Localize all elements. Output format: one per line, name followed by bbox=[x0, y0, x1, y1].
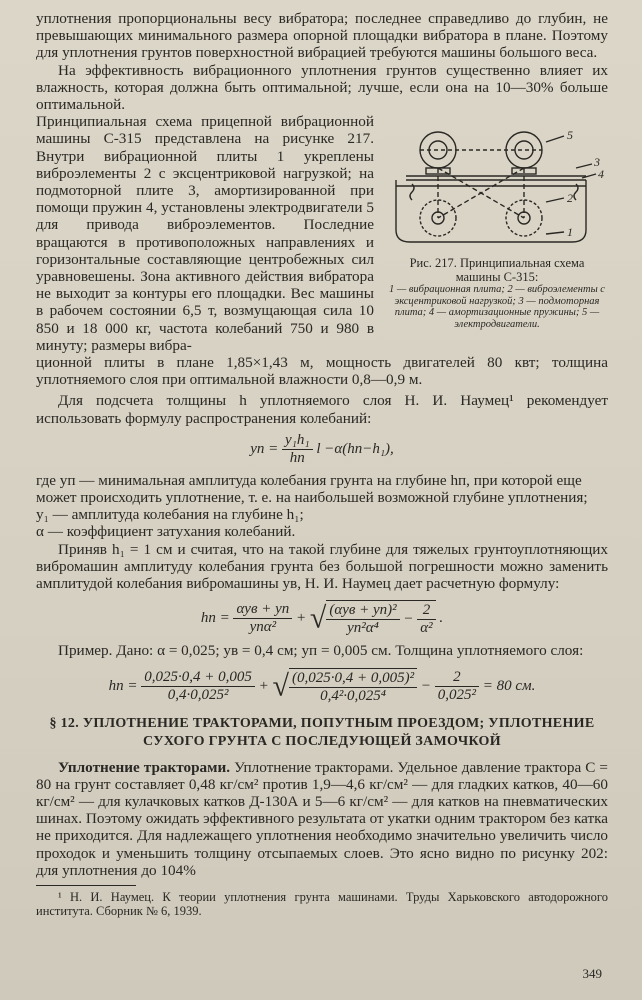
minus-sign: − bbox=[420, 677, 431, 694]
machine-diagram bbox=[386, 122, 608, 250]
label-3: 3 bbox=[594, 155, 600, 169]
denominator: 0,4²·0,025⁴ bbox=[320, 687, 387, 704]
formula-lhs: yп = bbox=[250, 440, 279, 457]
definition: где yп — минимальная амплитуда колебания грунта на глубине hп, при которой еще может происходить уплотнение, т. е. на наибольшей возможной глубине уплотнения; bbox=[36, 471, 588, 507]
fraction bbox=[326, 602, 399, 637]
label-5: 5 bbox=[567, 128, 573, 142]
numerator: 2 bbox=[417, 602, 435, 620]
denominator: α² bbox=[420, 620, 433, 637]
paragraph: На эффективность вибрационного уплотнения грунтов существенно влияет их влажность, которая должна быть оптимальной; лучше, если она на 10—30% больше оптимальной. bbox=[36, 61, 608, 114]
figure-caption: Рис. 217. Принципиальная схема машины С-315: bbox=[409, 256, 585, 284]
denominator: 0,4·0,025² bbox=[167, 686, 229, 703]
formula-propagation bbox=[36, 432, 608, 467]
result: = 80 см. bbox=[482, 677, 536, 694]
formula-design bbox=[36, 600, 608, 637]
footnote: ¹ Н. И. Наумец. К теории уплотнения грунта машинами. Труды Харьковского автодорожного института. Сборник № 6, 1939. bbox=[36, 889, 608, 919]
section-lead: Уплотнение тракторами. bbox=[58, 758, 231, 776]
numerator: 2 bbox=[435, 669, 479, 687]
denominator: yпα² bbox=[249, 619, 277, 636]
figure-217 bbox=[386, 122, 608, 352]
label-2: 2 bbox=[567, 191, 573, 205]
paragraph-body: Уплотнение тракторами. Удельное давление трактора С = 80 на грунт составляет 0,48 кг/см² против 1,9—4,6 кг/см² — для гладких катков, 40—60 кг/см² — для кулачковых катков Д-130А и 5—6 кг/см² — для катков на пневматических шинах. Поэтому ожидать эффективного результата от укатки одним трактором без катка не приходится. Для надлежащего уплотнения необходимо значительно увеличить число проходок и уменьшить толщину отсыпаемых слоев. Это ясно видно по рисунку 202: для уплотнения до 104% bbox=[36, 758, 608, 879]
label-1: 1 bbox=[567, 225, 573, 239]
fraction bbox=[282, 432, 313, 467]
paragraph bbox=[36, 759, 608, 879]
fraction bbox=[435, 669, 479, 704]
numerator: y₁h₁ bbox=[282, 432, 313, 450]
formula-exponent: l −α(hп−h₁), bbox=[316, 440, 394, 457]
fraction bbox=[141, 669, 255, 704]
paragraph: Приняв h₁ = 1 см и считая, что на такой глубине для тяжелых грунтоуплотняющих вибромашин амплитуду колебания грунта без большой погрешности можно заменить амплитудой колебания вибромашины yв, Н. И. Наумец дает расчетную формулу: bbox=[36, 540, 608, 593]
paragraph: Для подсчета толщины h уплотняемого слоя Н. И. Наумец¹ рекомендует использовать формулу распространения колебаний: bbox=[36, 392, 608, 427]
denominator: 0,025² bbox=[437, 686, 476, 703]
sqrt-sign: √ bbox=[272, 669, 289, 702]
radicand bbox=[326, 600, 435, 637]
fraction bbox=[417, 602, 435, 637]
minus-sign: − bbox=[403, 611, 414, 628]
section-heading: § 12. УПЛОТНЕНИЕ ТРАКТОРАМИ, ПОПУТНЫМ ПРОЕЗДОМ; УПЛОТНЕНИЕ СУХОГО ГРУНТА С ПОСЛЕДУЮЩЕЙ ЗАМОЧКОЙ bbox=[49, 715, 595, 749]
paragraph: ционной плиты в плане 1,85×1,43 м, мощность двигателей 80 квт; толщина уплотняемого слоя при оптимальной влажности 0,8—0,9 м. bbox=[36, 354, 608, 389]
numerator: 0,025·0,4 + 0,005 bbox=[141, 669, 255, 687]
numerator: (αyв + yп)² bbox=[326, 602, 399, 620]
radicand bbox=[289, 668, 417, 705]
footnote-rule bbox=[36, 885, 136, 886]
sqrt-sign: √ bbox=[309, 601, 327, 635]
numerator: (0,025·0,4 + 0,005)² bbox=[289, 670, 417, 688]
numerator: αyв + yп bbox=[233, 601, 292, 619]
definition: y₁ — амплитуда колебания на глубине h₁; bbox=[36, 506, 304, 524]
example-paragraph: Пример. Дано: α = 0,025; yв = 0,4 см; yп = 0,005 см. Толщина уплотняемого слоя: bbox=[58, 642, 584, 660]
period: . bbox=[439, 610, 444, 627]
denominator: hп bbox=[289, 449, 305, 466]
plus-sign: + bbox=[258, 677, 269, 694]
formula-lhs: hп = bbox=[200, 610, 230, 627]
paragraph: уплотнения пропорциональны весу вибратора; последнее справедливо до глубин, не превышающих минимального размера опорной площадки вибратора в плане. Поэтому для уплотнения грунтов поверхностной вибрацией требуются машины большого веса. bbox=[36, 10, 608, 62]
plus-sign: + bbox=[296, 610, 307, 627]
figure-legend: 1 — вибрационная плита; 2 — виброэлементы с эксцентриковой нагрузкой; 3 — подмоторная плита; 4 — амортизационные пружины; 5 — электродвигатели. bbox=[389, 284, 605, 330]
formula-example bbox=[36, 668, 608, 705]
denominator: yп²α⁴ bbox=[347, 620, 379, 637]
definition: α — коэффициент затухания колебаний. bbox=[36, 523, 296, 541]
fraction bbox=[233, 601, 292, 636]
fraction bbox=[289, 670, 417, 705]
label-4: 4 bbox=[598, 167, 604, 181]
page-number: 349 bbox=[582, 966, 602, 981]
paragraph-wrapped: Принципиальная схема прицепной вибрационной машины С-315 представлена на рисунке 217. Внутри вибрационной плиты 1 укреплены виброэлементы 2 с эксцентриковой нагрузкой; на подмоторной плите 3, амортизированной при помощи пружин 4, установлены электродвигатели 5 для привода виброэлементов. Последние вращаются в противоположных направлениях и горизонтальные составляющие центробежных сил уравновешены. Зона активного действия вибратора не выходит за контуры его площадки. Вес машины в рабочем состоянии 6,5 т, возмущающая сила 10 850 и 18 000 кг, частота колебаний 750 и 980 в минуту; размеры вибра- bbox=[36, 113, 374, 354]
formula-lhs: hп = bbox=[108, 677, 138, 694]
